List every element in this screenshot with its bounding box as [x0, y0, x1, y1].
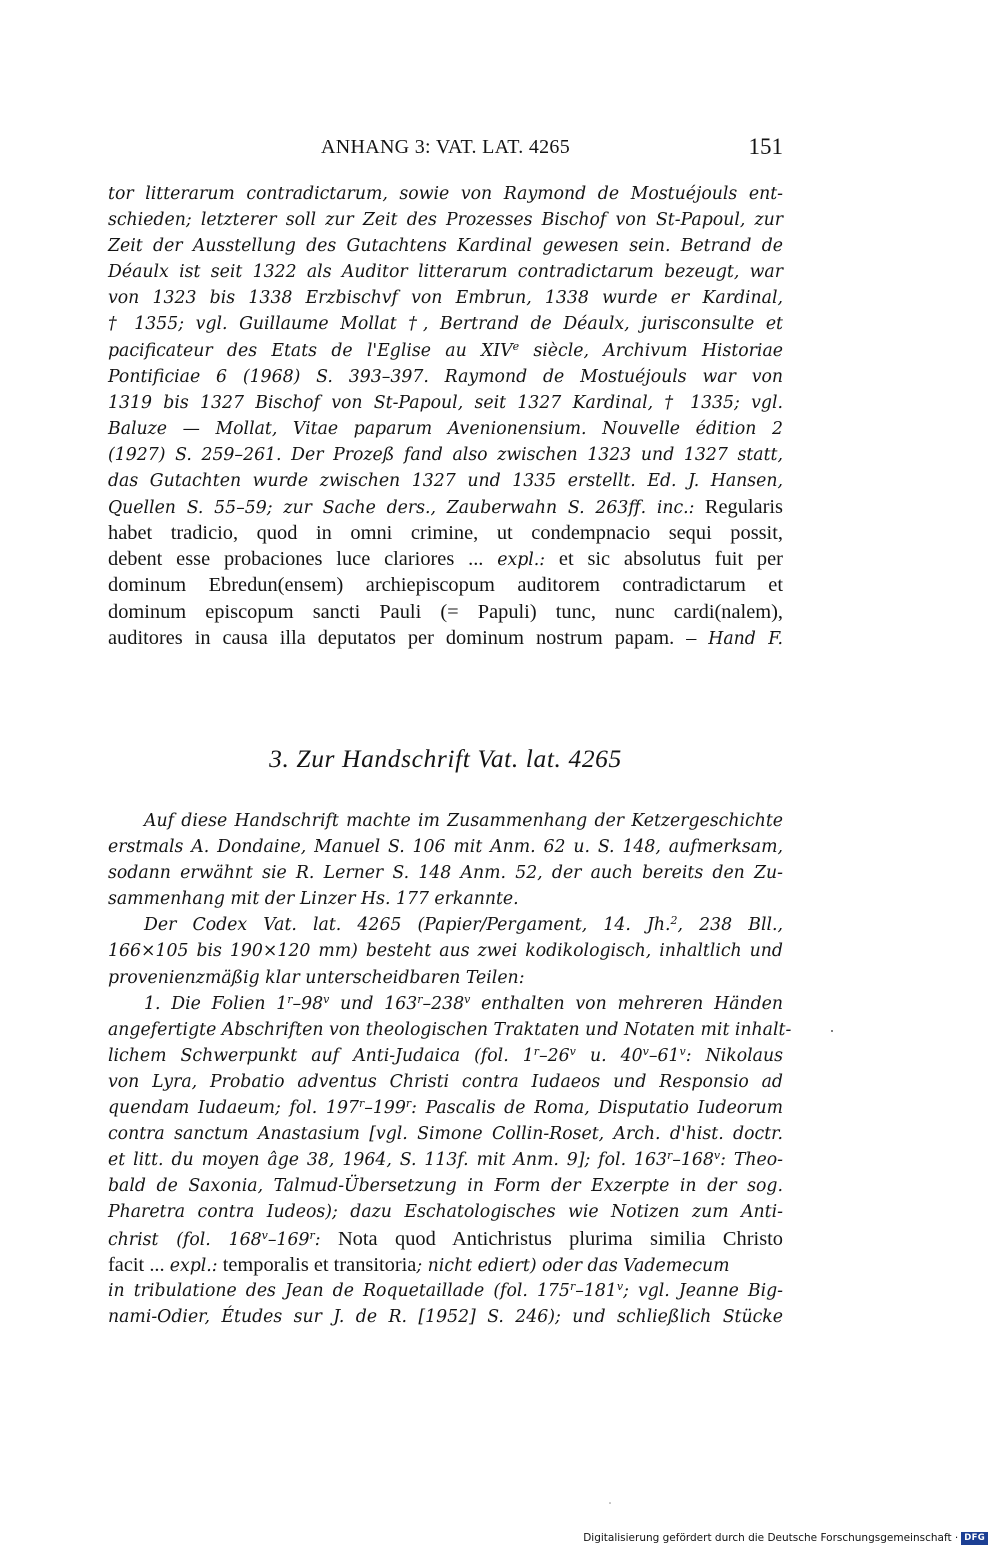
dfg-logo: DFG	[961, 1532, 988, 1545]
latin-explicit: temporalis et transitoria	[222, 1253, 417, 1276]
body-line: lichem Schwerpunkt auf Anti-Judaica (fol. 1$^r$–26$^v$ u. 40$^v$–61$^v$: Nikolaus	[108, 1044, 783, 1066]
footnote-line: (1927) S. 259–261. Der Prozeß fand also zwischen 1323 und 1327 statt,	[108, 444, 783, 465]
scan-speck	[831, 1030, 833, 1032]
body-line: angefertigte Abschriften von theologischen Traktaten und Notaten mit inhalt-	[108, 1019, 792, 1040]
page-number: 151	[748, 134, 783, 159]
latin-line: auditores in causa illa deputatos per dominum nostrum papam. –	[108, 626, 697, 649]
latin-nota: Nota quod Antichristus plurima similia Christo	[337, 1227, 783, 1250]
footnote-line: pacificateur des Etats de l'Eglise au XIVe siècle, Archivum Historiae	[108, 339, 783, 361]
body-line: provenienzmäßig klar unterscheidbaren Teilen:	[108, 967, 525, 988]
footnote-line: das Gutachten wurde zwischen 1327 und 1335 erstellt. Ed. J. Hansen,	[108, 471, 783, 492]
footnote-line: Pontificiae 6 (1968) S. 393–397. Raymond de Mostuéjouls war von	[108, 366, 783, 387]
footnote-line: Quellen S. 55–59; zur Sache ders., Zauberwahn S. 263ff. inc.:	[108, 498, 695, 519]
hand-note: Hand F.	[708, 628, 783, 649]
latin-incipit: Regularis	[704, 496, 783, 519]
body-line: contra sanctum Anastasium [vgl. Simone Collin-Roset, Arch. d'hist. doctr.	[108, 1124, 783, 1145]
footnote-line: von 1323 bis 1338 Erzbischvf von Embrun, 1338 wurde er Kardinal,	[108, 288, 783, 309]
footnote-line: Zeit der Ausstellung des Gutachtens Kardinal gewesen sein. Betrand de	[108, 236, 783, 257]
body-line: 1. Die Folien 1$^r$–98$^v$ und 163$^r$–238$^v$ enthalten von mehreren Händen	[144, 992, 783, 1014]
footnote-line: Déaulx ist seit 1322 als Auditor litterarum contradictarum bezeugt, war	[108, 262, 783, 283]
latin-facit: facit ...	[108, 1253, 165, 1276]
body-line: erstmals A. Dondaine, Manuel S. 106 mit Anm. 62 u. S. 148, aufmerksam,	[108, 837, 783, 858]
body-line: ; nicht ediert) oder das Vademecum	[416, 1255, 730, 1276]
body-line: bald de Saxonia, Talmud-Übersetzung in Form der Exzerpte in der sog.	[108, 1176, 783, 1197]
footnote-line: † 1355; vgl. Guillaume Mollat †, Bertrand de Déaulx, jurisconsulte et	[108, 314, 783, 335]
running-title: ANHANG 3: VAT. LAT. 4265	[320, 136, 571, 158]
latin-line: debent esse probaciones luce clariores ...	[108, 548, 484, 571]
footnote-line: 1319 bis 1327 Bischof von St-Papoul, seit 1327 Kardinal, † 1335; vgl.	[108, 392, 783, 413]
body-line: quendam Iudaeum; fol. 197$^r$–199$^r$: Pascalis de Roma, Disputatio Iudeorum	[108, 1097, 783, 1119]
body-line: 166×105 bis 190×120 mm) besteht aus zwei kodikologisch, inhaltlich und	[108, 941, 783, 962]
body-line: nami-Odier, Études sur J. de R. [1952] S. 246); und schließlich Stücke	[108, 1306, 783, 1327]
expl-label: expl.:	[497, 550, 546, 571]
body-line: sodann erwähnt sie R. Lerner S. 148 Anm. 52, der auch bereits den Zu-	[108, 863, 783, 884]
body-line: von Lyra, Probatio adventus Christi contra Iudaeos und Responsio ad	[108, 1071, 783, 1092]
body-line: et litt. du moyen âge 38, 1964, S. 113f. mit Anm. 9]; fol. 163$^r$–168$^v$: Theo-	[108, 1149, 784, 1171]
credit-text: Digitalisierung gefördert durch die Deutsche Forschungsgemeinschaft ·	[583, 1532, 959, 1544]
latin-line: dominum episcopum sancti Pauli (= Papuli) tunc, nunc cardi(nalem),	[108, 600, 783, 623]
section-heading: 3. Zur Handschrift Vat. lat. 4265	[269, 744, 622, 773]
footnote-line: Baluze — Mollat, Vitae paparum Avenionensium. Nouvelle édition 2	[108, 418, 783, 439]
body-line: Der Codex Vat. lat. 4265 (Papier/Pergament, 14. Jh.$^2$, 238 Bll.,	[144, 914, 783, 936]
expl-label: expl.:	[169, 1255, 218, 1276]
body-line: in tribulatione des Jean de Roquetaillade (fol. 175$^r$–181$^v$; vgl. Jeanne Big-	[108, 1279, 783, 1301]
scan-speck	[609, 1502, 611, 1504]
latin-line: dominum Ebredun(ensem) archiepiscopum auditorem contradictarum et	[108, 574, 783, 597]
footnote-line: tor litterarum contradictarum, sowie von Raymond de Mostuéjouls ent-	[108, 184, 783, 204]
body-line: sammenhang mit der Linzer Hs. 177 erkannte.	[108, 889, 519, 910]
body-line: Auf diese Handschrift machte im Zusammenhang der Ketzergeschichte	[144, 811, 783, 831]
latin-explicit: et sic absolutus fuit per	[558, 548, 783, 571]
footnote-line: schieden; letzterer soll zur Zeit des Prozesses Bischof von St-Papoul, zur	[108, 210, 783, 231]
body-line: christ (fol. 168$^v$–169$^r$:	[108, 1228, 321, 1250]
body-line: Pharetra contra Iudeos); dazu Eschatologisches wie Notizen zum Anti-	[108, 1202, 783, 1223]
latin-line: habet tradicio, quod in omni crimine, ut condempnacio sequi possit,	[108, 522, 783, 545]
